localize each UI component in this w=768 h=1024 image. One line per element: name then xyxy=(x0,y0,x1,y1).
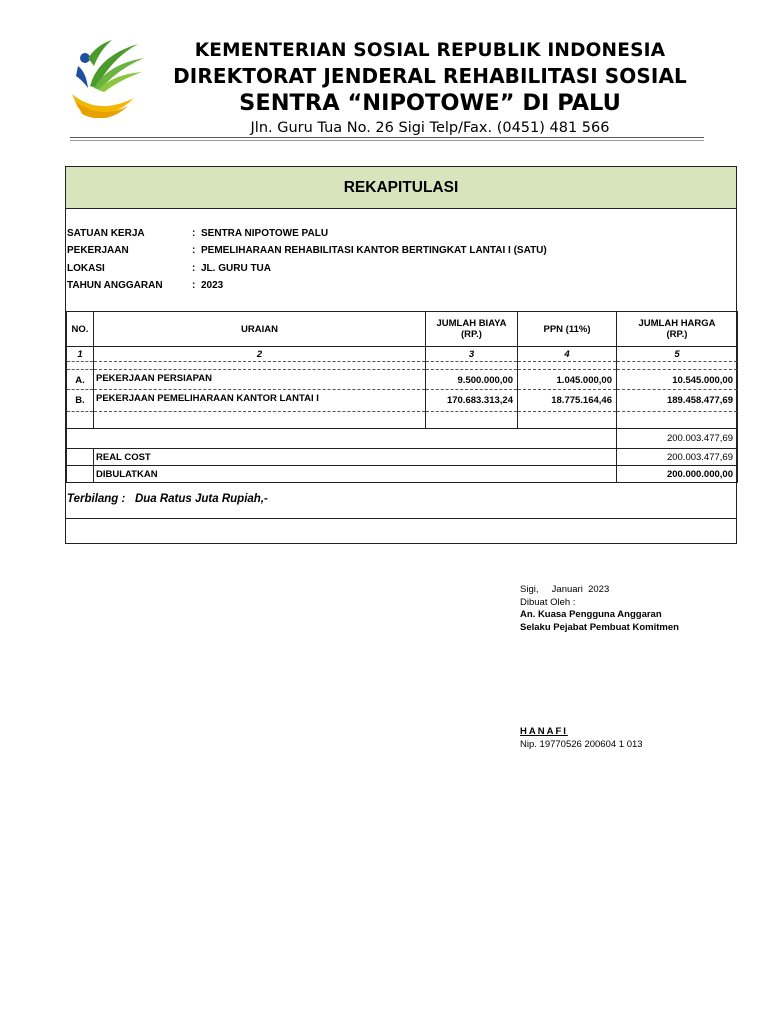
recap-table xyxy=(66,311,738,483)
header-jumlah-biaya xyxy=(426,312,518,347)
terbilang-divider xyxy=(66,518,736,519)
terbilang-label: Terbilang : Dua Ratus Juta Rupiah,- xyxy=(67,493,268,505)
spacer-row xyxy=(67,362,738,370)
info-value-satuan-kerja: SENTRA NIPOTOWE PALU xyxy=(201,228,329,239)
header-ppn: PPN (11%) xyxy=(518,312,617,347)
table-row xyxy=(67,370,738,390)
signature-role-2: Selaku Pejabat Pembuat Komitmen xyxy=(520,622,679,633)
signature-place-date: Sigi, Januari 2023 xyxy=(520,584,610,595)
info-value-lokasi: JL. GURU TUA xyxy=(201,263,271,274)
header-uraian: URAIAN xyxy=(94,312,426,347)
institution-address: Jln. Guru Tua No. 26 Sigi Telp/Fax. (0451) 481 566 xyxy=(250,120,610,136)
signatory-nip: Nip. 19770526 200604 1 013 xyxy=(520,739,643,750)
signature-made-by: Dibuat Oleh : xyxy=(520,597,576,608)
real-cost-value: 200.003.477,69 xyxy=(617,449,738,466)
info-value-pekerjaan: PEMELIHARAAN REHABILITASI KANTOR BERTINGKAT LANTAI I (SATU) xyxy=(201,245,547,256)
letterhead-divider xyxy=(70,137,704,138)
row-uraian: PEKERJAAN PERSIAPAN xyxy=(94,370,426,390)
dibulatkan-row xyxy=(67,466,738,483)
column-number: 1 xyxy=(67,347,94,362)
blank-row xyxy=(67,412,738,429)
row-no: B. xyxy=(67,390,94,412)
row-uraian: PEKERJAAN PEMELIHARAAN KANTOR LANTAI I xyxy=(94,390,426,412)
ministry-name: KEMENTERIAN SOSIAL REPUBLIK INDONESIA xyxy=(194,40,666,61)
row-ppn: 1.045.000,00 xyxy=(518,370,617,390)
info-colon: : xyxy=(192,228,196,239)
ministry-logo-icon xyxy=(68,36,148,118)
signatory-name: HANAFI xyxy=(520,726,568,737)
row-biaya: 9.500.000,00 xyxy=(426,370,518,390)
table-row xyxy=(67,390,738,412)
table-header-row xyxy=(67,312,738,347)
dibulatkan-label: DIBULATKAN xyxy=(94,466,617,483)
column-number: 2 xyxy=(94,347,426,362)
terbilang-text xyxy=(67,493,268,505)
institution-name: SENTRA “NIPOTOWE” DI PALU xyxy=(239,90,621,116)
real-cost-row xyxy=(67,449,738,466)
info-colon: : xyxy=(192,263,196,274)
column-number-row xyxy=(67,347,738,362)
total-row xyxy=(67,429,738,449)
row-harga: 189.458.477,69 xyxy=(617,390,738,412)
row-ppn: 18.775.164,46 xyxy=(518,390,617,412)
info-label-lokasi: LOKASI xyxy=(67,263,105,274)
row-biaya: 170.683.313,24 xyxy=(426,390,518,412)
signature-role-1: An. Kuasa Pengguna Anggaran xyxy=(520,609,662,620)
letterhead-divider-thin xyxy=(70,140,704,141)
header-jumlah-harga-label: JUMLAH HARGA (RP.) xyxy=(638,318,716,340)
row-no: A. xyxy=(67,370,94,390)
total-value: 200.003.477,69 xyxy=(617,429,738,449)
row-harga: 10.545.000,00 xyxy=(617,370,738,390)
info-value-tahun-anggaran: 2023 xyxy=(201,280,224,291)
real-cost-label: REAL COST xyxy=(94,449,617,466)
info-colon: : xyxy=(192,245,196,256)
info-label-tahun-anggaran: TAHUN ANGGARAN xyxy=(67,280,163,291)
info-label-satuan-kerja: SATUAN KERJA xyxy=(67,228,145,239)
info-colon: : xyxy=(192,280,196,291)
header-no: NO. xyxy=(67,312,94,347)
dibulatkan-value: 200.000.000,00 xyxy=(617,466,738,483)
column-number: 5 xyxy=(617,347,738,362)
directorate-name: DIREKTORAT JENDERAL REHABILITASI SOSIAL xyxy=(173,64,687,88)
header-jumlah-harga xyxy=(617,312,738,347)
info-label-pekerjaan: PEKERJAAN xyxy=(67,245,129,256)
column-number: 4 xyxy=(518,347,617,362)
header-jumlah-biaya-label: JUMLAH BIAYA (RP.) xyxy=(436,318,507,340)
document-title: REKAPITULASI xyxy=(66,167,736,209)
column-number: 3 xyxy=(426,347,518,362)
